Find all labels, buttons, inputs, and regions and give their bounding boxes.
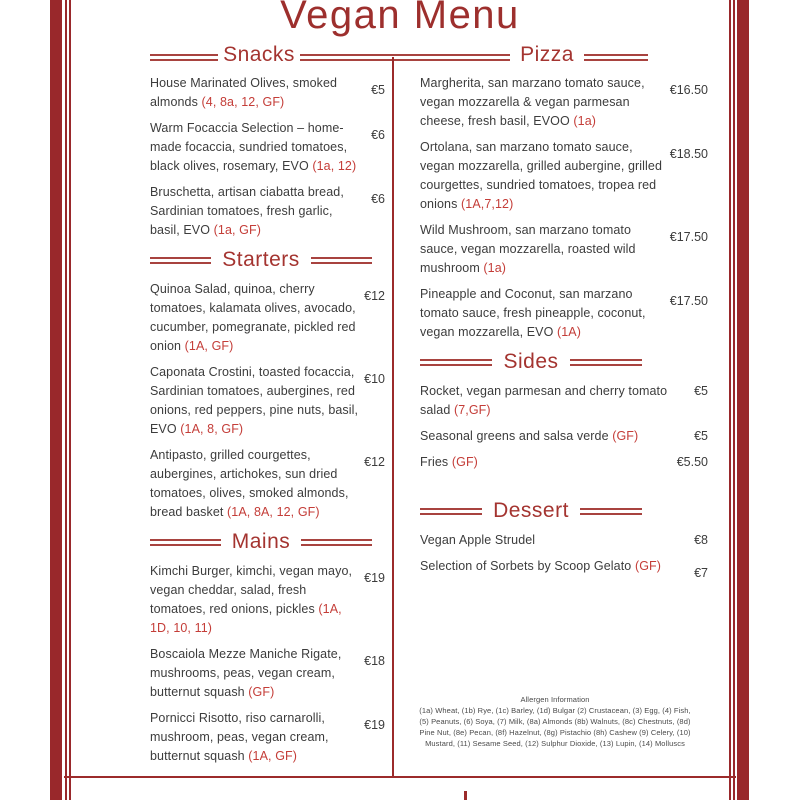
item-desc: Pornicci Risotto, riso carnarolli, mushroom, peas, vegan cream, butternut squash (1A, GF) [150, 711, 329, 763]
section-title-sides: Sides [503, 350, 559, 373]
menu-item [150, 645, 385, 702]
item-price: €12 [364, 289, 385, 303]
item-allergens: (1A, GF) [184, 339, 234, 353]
item-price: €19 [364, 718, 385, 732]
section-snacks-items [150, 74, 385, 247]
item-price: €5 [694, 384, 708, 398]
heading-rule [420, 508, 482, 515]
item-desc: Antipasto, grilled courgettes, aubergines, artichokes, sun dried tomatoes, olives, smoked almonds, bread basket (1A, 8A, 12, GF) [150, 448, 349, 519]
menu-item [150, 119, 385, 176]
section-title-pizza: Pizza [520, 43, 574, 66]
section-title-snacks: Snacks [223, 43, 295, 66]
item-allergens: (4, 8a, 12, GF) [201, 95, 285, 109]
item-desc: Ortolana, san marzano tomato sauce, vegan mozzarella, grilled aubergine, grilled courgettes, sundried tomatoes, tropea red onions (1A,7,12) [420, 140, 663, 211]
menu-item [150, 74, 385, 112]
item-price: €5 [694, 429, 708, 443]
item-price: €5.50 [676, 455, 708, 469]
menu-item [150, 280, 385, 356]
menu-item [420, 427, 708, 446]
section-heading-dessert [420, 499, 642, 523]
menu-item [420, 557, 708, 580]
item-allergens: (1a, GF) [213, 223, 261, 237]
item-desc: Margherita, san marzano tomato sauce, vegan mozzarella & vegan parmesan cheese, fresh basil, EVOO (1a) [420, 76, 645, 128]
item-desc: Vegan Apple Strudel [420, 533, 536, 547]
section-heading-starters [150, 248, 372, 272]
heading-rule [580, 508, 642, 515]
menu-item [150, 709, 385, 766]
left-border-thin-outer [65, 0, 67, 800]
item-desc: Rocket, vegan parmesan and cherry tomato salad (7,GF) [420, 384, 668, 417]
section-heading-mains [150, 530, 372, 554]
item-desc: House Marinated Olives, smoked almonds (4, 8a, 12, GF) [150, 76, 338, 109]
item-desc: Fries (GF) [420, 455, 478, 469]
item-price: €18 [364, 654, 385, 668]
item-desc: Boscaiola Mezze Maniche Rigate, mushrooms, peas, vegan cream, butternut squash (GF) [150, 647, 342, 699]
menu-item [420, 221, 708, 278]
menu-item [150, 562, 385, 638]
allergen-info-title: Allergen Information [520, 695, 590, 704]
item-desc: Caponata Crostini, toasted focaccia, Sardinian tomatoes, aubergines, red onions, red peppers, pine nuts, basil, EVO (1A, 8, GF) [150, 365, 359, 436]
item-price: €8 [694, 533, 708, 547]
section-mains-items [150, 562, 385, 773]
item-price: €17.50 [669, 294, 708, 308]
item-price: €6 [371, 128, 385, 142]
item-allergens: (1a) [573, 114, 597, 128]
right-border-thin-outer [733, 0, 735, 800]
left-border-thick [50, 0, 62, 800]
item-price: €19 [364, 571, 385, 585]
allergen-info [415, 694, 695, 749]
section-sides-items [420, 382, 708, 479]
heading-rule [301, 539, 372, 546]
menu-item [150, 363, 385, 439]
header-rule-middle [300, 54, 510, 61]
menu-item [150, 183, 385, 240]
item-desc: Bruschetta, artisan ciabatta bread, Sardinian tomatoes, fresh garlic, basil, EVO (1a, GF) [150, 185, 344, 237]
section-heading-sides [420, 350, 642, 374]
item-price: €18.50 [669, 147, 708, 161]
item-desc: Warm Focaccia Selection – home-made focaccia, sundried tomatoes, black olives, rosemary, EVO (1a, 12) [150, 121, 357, 173]
item-desc: Wild Mushroom, san marzano tomato sauce, vegan mozzarella, roasted wild mushroom (1a) [420, 223, 636, 275]
item-price: €7 [694, 566, 708, 580]
item-desc: Quinoa Salad, quinoa, cherry tomatoes, kalamata olives, avocado, cucumber, pomegranate, pickled red onion (1A, GF) [150, 282, 356, 353]
item-allergens: (1a, 12) [312, 159, 357, 173]
item-allergens: (1A) [556, 325, 581, 339]
heading-rule [570, 359, 642, 366]
item-price: €5 [371, 83, 385, 97]
item-desc: Seasonal greens and salsa verde (GF) [420, 429, 639, 443]
menu-item [150, 446, 385, 522]
column-divider [392, 57, 394, 776]
bottom-rule [64, 776, 736, 778]
next-page-divider-tick [464, 791, 467, 800]
item-allergens: (GF) [634, 559, 662, 573]
item-price: €17.50 [669, 230, 708, 244]
section-title-starters: Starters [222, 248, 300, 271]
item-allergens: (1A, 8A, 12, GF) [227, 505, 320, 519]
item-price: €16.50 [669, 83, 708, 97]
item-allergens: (GF) [451, 455, 478, 469]
page-title: Vegan Menu [280, 0, 520, 37]
item-allergens: (GF) [248, 685, 275, 699]
section-starters-items [150, 280, 385, 529]
section-dessert-items [420, 531, 708, 587]
heading-rule [150, 539, 221, 546]
heading-rule [150, 257, 211, 264]
item-price: €12 [364, 455, 385, 469]
heading-rule [311, 257, 372, 264]
item-price: €10 [364, 372, 385, 386]
item-allergens: (1A,7,12) [461, 197, 514, 211]
menu-item [420, 138, 708, 214]
section-pizza-items [420, 74, 708, 349]
menu-item [420, 531, 708, 550]
section-title-mains: Mains [231, 530, 291, 553]
item-price: €6 [371, 192, 385, 206]
item-allergens: (7,GF) [453, 403, 491, 417]
right-border-thin-inner [729, 0, 731, 800]
item-desc: Kimchi Burger, kimchi, vegan mayo, vegan cheddar, salad, fresh tomatoes, red onions, pickles (1A, 1D, 10, 11) [150, 564, 353, 635]
item-allergens: (1A, GF) [248, 749, 298, 763]
item-allergens: (1a) [483, 261, 507, 275]
allergen-info-text: (1a) Wheat, (1b) Rye, (1c) Barley, (1d) Bulgar (2) Crustacean, (3) Egg, (4) Fish, (5) Peanuts, (6) Soya, (7) Milk, (8a) Almonds (8b) Walnuts, (8c) Chestnuts, (8d) Pine Nut, (8e) Pecan, (8f) Hazelnut, (8g) Pistachio (8h) Cashew (9) Celery, (10) Mustard, (11) Sesame Seed, (12) Sulphur Dioxide, (13) Lupin, (14) Molluscs [419, 706, 691, 748]
menu-item [420, 285, 708, 342]
menu-item [420, 74, 708, 131]
item-desc: Selection of Sorbets by Scoop Gelato (GF) [420, 559, 662, 573]
header-rule-left [150, 54, 218, 61]
right-border-thick [737, 0, 749, 800]
item-desc: Pineapple and Coconut, san marzano tomato sauce, fresh pineapple, coconut, vegan mozzarella, EVO (1A) [420, 287, 646, 339]
item-allergens: (1A, 8, GF) [180, 422, 244, 436]
header-rule-right [584, 54, 648, 61]
item-allergens: (GF) [612, 429, 639, 443]
section-title-dessert: Dessert [493, 499, 569, 522]
left-border-thin-inner [69, 0, 71, 800]
item-allergens: (1A, 1D, 10, 11) [150, 602, 342, 635]
heading-rule [420, 359, 492, 366]
menu-item [420, 453, 708, 472]
menu-item [420, 382, 708, 420]
